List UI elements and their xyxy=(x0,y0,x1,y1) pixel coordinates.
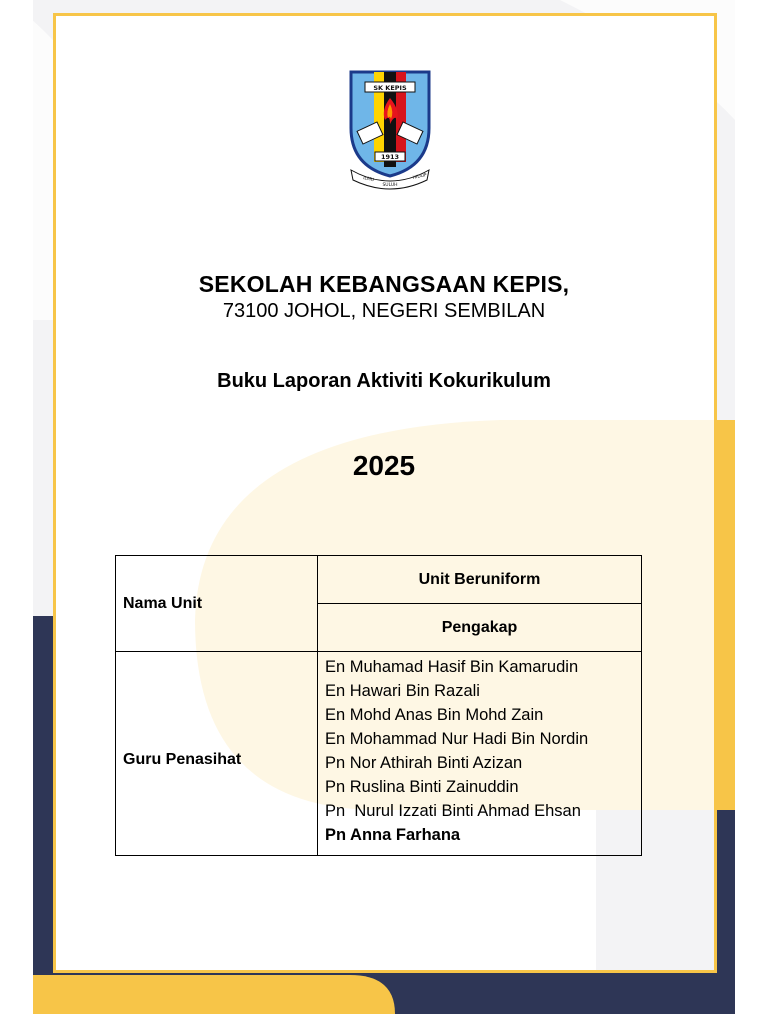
advisor-name: Pn Nor Athirah Binti Azizan xyxy=(325,754,523,772)
table-row xyxy=(116,556,642,604)
unit-info-table xyxy=(115,555,642,856)
unit-category: Unit Beruniform xyxy=(318,556,642,604)
advisor-list xyxy=(318,652,642,856)
table-row xyxy=(116,652,642,856)
advisor-name: Pn Nurul Izzati Binti Ahmad Ehsan xyxy=(325,802,581,820)
school-crest xyxy=(347,66,433,194)
report-year: 2025 xyxy=(352,450,416,481)
advisor-name: Pn Anna Farhana xyxy=(325,826,461,844)
advisor-name: Pn Ruslina Binti Zainuddin xyxy=(325,778,519,796)
school-address: 73100 JOHOL, NEGERI SEMBILAN xyxy=(222,300,546,322)
school-name: SEKOLAH KEBANGSAAN KEPIS, xyxy=(198,271,570,297)
advisor-name: En Muhamad Hasif Bin Kamarudin xyxy=(325,658,579,676)
advisor-name: En Mohd Anas Bin Mohd Zain xyxy=(325,706,544,724)
svg-text:SK KEPIS: SK KEPIS xyxy=(373,84,407,92)
yellow-bottom-shape xyxy=(33,975,395,1014)
advisor-name: En Mohammad Nur Hadi Bin Nordin xyxy=(325,730,589,748)
svg-text:1913: 1913 xyxy=(380,153,400,161)
advisor-label: Guru Penasihat xyxy=(116,652,318,856)
advisor-name: En Hawari Bin Razali xyxy=(325,682,480,700)
report-title: Buku Laporan Aktiviti Kokurikulum xyxy=(217,370,551,392)
svg-text:HIDUP: HIDUP xyxy=(412,173,428,181)
crest-icon xyxy=(347,66,433,194)
unit-label: Nama Unit xyxy=(116,556,318,652)
svg-text:ILMU: ILMU xyxy=(362,176,375,184)
svg-text:SULUH: SULUH xyxy=(382,183,398,188)
unit-name: Pengakap xyxy=(318,604,642,652)
